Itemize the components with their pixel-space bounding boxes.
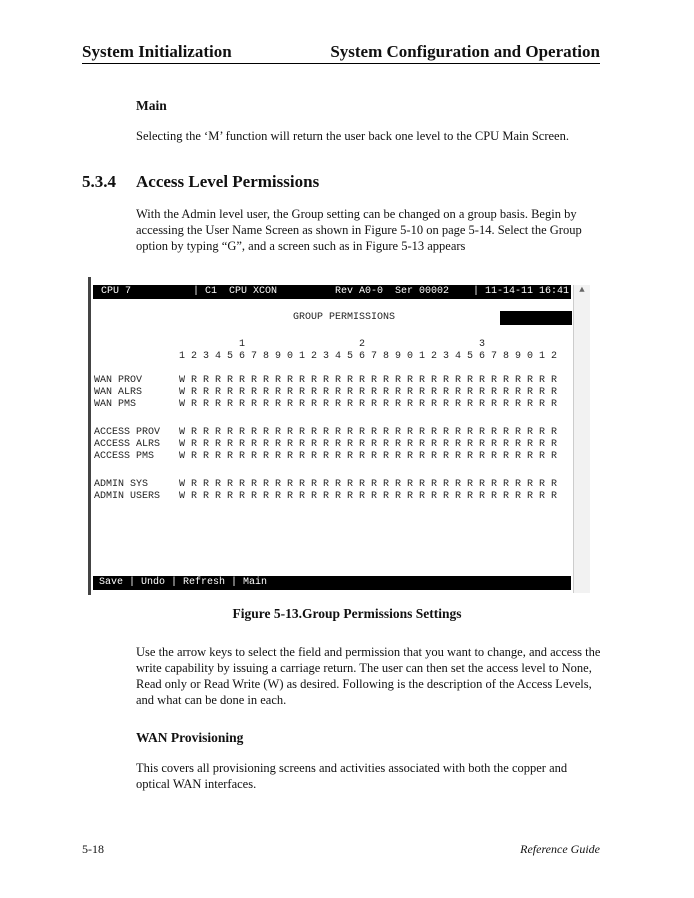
paragraph-2: Use the arrow keys to select the field and permission that you want to change, and access the write capability by issuing a carriage return. The user can then set the access level to None, Read only or Read Write (W) as desired. Following is the description of the Access Levels, and what can be done in each. — [136, 645, 601, 707]
row-label: WAN ALRS — [94, 387, 143, 398]
figure-caption: Figure 5-13.Group Permissions Settings — [232, 606, 462, 621]
date-time: | 11-14-11 16:41 — [473, 286, 570, 297]
permission-values[interactable]: W R R R R R R R R R R R R R R R R R R R R R R R R R R R R R R R — [179, 451, 558, 462]
section-number: 5.3.4 — [82, 172, 116, 191]
screen-title: GROUP PERMISSIONS — [293, 312, 396, 323]
row-label: ACCESS PROV — [94, 427, 161, 438]
main-text: Selecting the ‘M’ function will return the user back one level to the CPU Main Screen. — [136, 129, 569, 143]
card-label: | C1 CPU XCON — [193, 286, 278, 297]
scrollbar[interactable] — [573, 285, 590, 593]
footer-page-number: 5-18 — [82, 842, 104, 856]
header-left: System Initialization — [82, 42, 232, 61]
row-label: WAN PMS — [94, 399, 137, 410]
permission-values[interactable]: W R R R R R R R R R R R R R R R R R R R R R R R R R R R R R R R — [179, 387, 558, 398]
scroll-up-icon[interactable]: ▲ — [579, 285, 585, 295]
rev-serial: Rev A0-0 Ser 00002 — [335, 286, 450, 297]
status-oos: OOS — [526, 326, 545, 337]
wan-heading: WAN Provisioning — [136, 730, 244, 745]
status-f1: F1 — [555, 340, 568, 351]
row-label: ACCESS PMS — [94, 451, 155, 462]
terminal-title-bar — [93, 285, 571, 299]
permission-values[interactable]: W R R R R R R R R R R R R R R R R R R R R R R R R R R R R R R R — [179, 375, 558, 386]
cpu-label: CPU 7 — [101, 286, 132, 297]
section-text: With the Admin level user, the Group setting can be changed on a group basis. Begin by accessing the User Name Screen as shown in Figure 5-10 on page 5-14. Select the Group option by typing “G”, and a screen such as in Figure 5-13 appears — [136, 207, 582, 253]
permission-values[interactable]: W R R R R R R R R R R R R R R R R R R R R R R R R R R R R R R R — [179, 491, 558, 502]
column-tens: 1 2 3 — [179, 339, 486, 350]
status-box — [500, 311, 572, 351]
permission-values[interactable]: W R R R R R R R R R R R R R R R R R R R R R R R R R R R R R R R — [179, 427, 558, 438]
terminal-menu-bar[interactable]: Save | Undo | Refresh | Main — [93, 576, 571, 590]
row-label: WAN PROV — [94, 375, 143, 386]
column-units: 1 2 3 4 5 6 7 8 9 0 1 2 3 4 5 6 7 8 9 0 1 2 3 4 5 6 7 8 9 0 1 2 — [179, 351, 558, 362]
permission-values[interactable]: W R R R R R R R R R R R R R R R R R R R R R R R R R R R R R R R — [179, 399, 558, 410]
footer-title: Reference Guide — [520, 842, 600, 856]
main-heading: Main — [136, 98, 167, 113]
row-label: ADMIN USERS — [94, 491, 161, 502]
section-title: Access Level Permissions — [136, 172, 320, 191]
row-label: ACCESS ALRS — [94, 439, 161, 450]
wan-text: This covers all provisioning screens and activities associated with both the copper and optical WAN interfaces. — [136, 761, 568, 791]
header-right: System Configuration and Operation — [330, 42, 600, 61]
terminal-screenshot — [88, 277, 591, 595]
permission-values[interactable]: W R R R R R R R R R R R R R R R R R R R R R R R R R R R R R R R — [179, 439, 558, 450]
row-label: ADMIN SYS — [94, 479, 149, 490]
permission-values[interactable]: W R R R R R R R R R R R R R R R R R R R R R R R R R R R R R R R — [179, 479, 558, 490]
header-rule — [82, 63, 600, 64]
